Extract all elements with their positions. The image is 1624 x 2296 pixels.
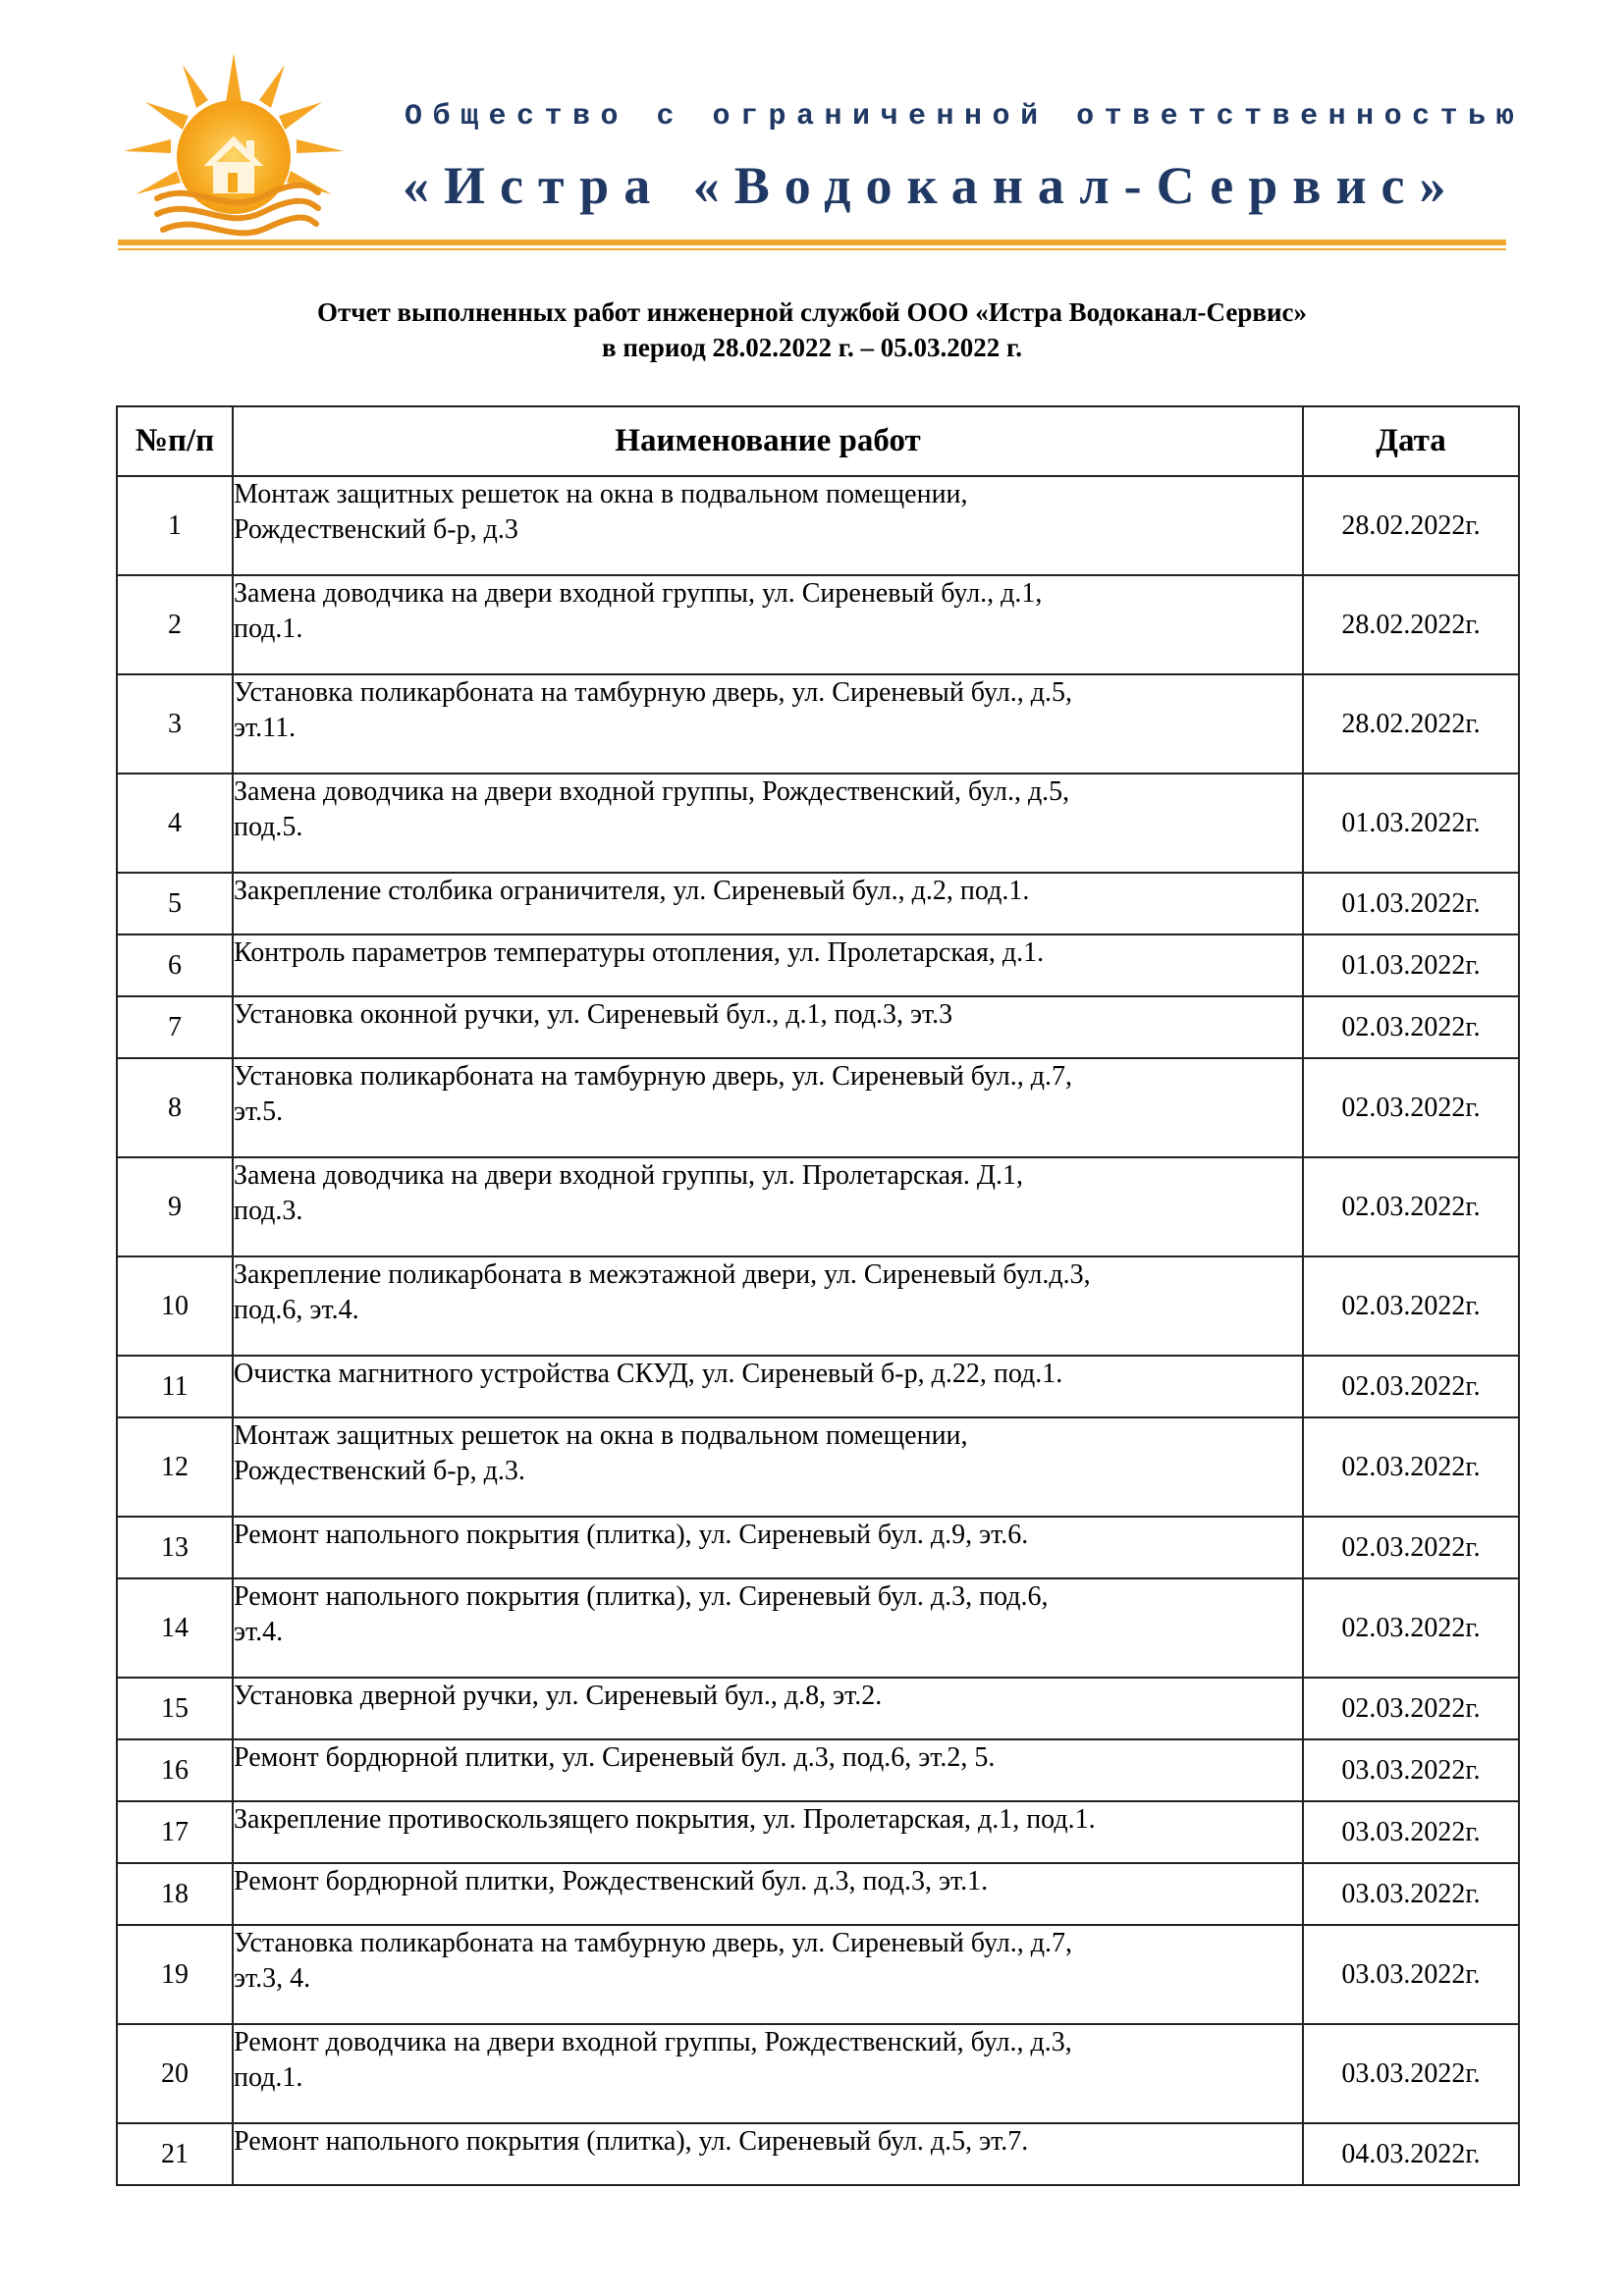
work-description-line: под.1. (234, 614, 303, 644)
table-row (117, 674, 1519, 774)
row-number: 12 (117, 1417, 233, 1517)
work-description (233, 1058, 1303, 1157)
table-row (117, 476, 1519, 575)
table-row (117, 2024, 1519, 2123)
row-number: 11 (117, 1356, 233, 1417)
row-number: 7 (117, 996, 233, 1058)
work-description (233, 2123, 1303, 2185)
work-date: 04.03.2022г. (1303, 2123, 1519, 2185)
work-date: 02.03.2022г. (1303, 1517, 1519, 1578)
table-row (117, 1739, 1519, 1801)
report-title-line1: Отчет выполненных работ инженерной службой ООО «Истра Водоканал-Сервис» (316, 297, 1307, 327)
work-description (233, 1578, 1303, 1678)
work-description (233, 476, 1303, 575)
work-date: 03.03.2022г. (1303, 1863, 1519, 1925)
row-number: 20 (117, 2024, 233, 2123)
work-description-line: Ремонт бордюрной плитки, ул. Сиреневый бул. д.3, под.6, эт.2, 5. (234, 1742, 996, 1773)
work-description-line: Ремонт напольного покрытия (плитка), ул. Сиреневый бул. д.9, эт.6. (234, 1520, 1029, 1550)
work-description (233, 1801, 1303, 1863)
work-date: 03.03.2022г. (1303, 1925, 1519, 2024)
table-row (117, 1925, 1519, 2024)
column-header-name: Наименование работ (233, 406, 1303, 476)
row-number: 13 (117, 1517, 233, 1578)
work-description-line: Рождественский б-р, д.3. (234, 1456, 525, 1486)
table-row (117, 1517, 1519, 1578)
row-number: 10 (117, 1256, 233, 1356)
work-date: 03.03.2022г. (1303, 2024, 1519, 2123)
work-description (233, 1739, 1303, 1801)
row-number: 5 (117, 873, 233, 934)
column-header-date: Дата (1303, 406, 1519, 476)
table-row (117, 1417, 1519, 1517)
work-description-line: эт.11. (234, 713, 297, 743)
work-description (233, 873, 1303, 934)
table-row (117, 2123, 1519, 2185)
report-title (0, 294, 1624, 365)
work-description-line: Установка поликарбоната на тамбурную дверь, ул. Сиреневый бул., д.7, (234, 1061, 1072, 1092)
work-description-line: под.3. (234, 1196, 303, 1226)
works-table-body (117, 476, 1519, 2185)
work-date: 02.03.2022г. (1303, 1058, 1519, 1157)
row-number: 15 (117, 1678, 233, 1739)
work-date: 02.03.2022г. (1303, 1417, 1519, 1517)
work-date: 02.03.2022г. (1303, 996, 1519, 1058)
work-description (233, 1256, 1303, 1356)
work-description-line: Закрепление поликарбоната в межэтажной двери, ул. Сиреневый бул.д.3, (234, 1259, 1091, 1290)
work-date: 03.03.2022г. (1303, 1801, 1519, 1863)
row-number: 18 (117, 1863, 233, 1925)
work-description-line: Монтаж защитных решеток на окна в подвальном помещении, (234, 1420, 968, 1451)
table-row (117, 1801, 1519, 1863)
table-row (117, 1256, 1519, 1356)
work-date: 02.03.2022г. (1303, 1678, 1519, 1739)
work-date: 28.02.2022г. (1303, 476, 1519, 575)
work-date: 02.03.2022г. (1303, 1256, 1519, 1356)
work-date: 02.03.2022г. (1303, 1356, 1519, 1417)
work-description (233, 934, 1303, 996)
table-row (117, 1678, 1519, 1739)
work-date: 01.03.2022г. (1303, 934, 1519, 996)
work-description-line: Замена доводчика на двери входной группы, ул. Сиреневый бул., д.1, (234, 578, 1043, 609)
work-description (233, 774, 1303, 873)
work-description-line: Установка поликарбоната на тамбурную дверь, ул. Сиреневый бул., д.7, (234, 1928, 1072, 1958)
work-description-line: Установка дверной ручки, ул. Сиреневый бул., д.8, эт.2. (234, 1681, 883, 1711)
work-description-line: Закрепление столбика ограничителя, ул. Сиреневый бул., д.2, под.1. (234, 876, 1030, 906)
work-description (233, 996, 1303, 1058)
company-name: «Истра «Водоканал-Сервис» (403, 156, 1461, 215)
work-date: 28.02.2022г. (1303, 575, 1519, 674)
work-description-line: под.5. (234, 812, 303, 842)
work-description (233, 1356, 1303, 1417)
work-description (233, 1417, 1303, 1517)
work-description-line: Ремонт доводчика на двери входной группы, Рождественский, бул., д.3, (234, 2027, 1072, 2057)
work-date: 02.03.2022г. (1303, 1157, 1519, 1256)
work-description-line: Замена доводчика на двери входной группы, Рождественский, бул., д.5, (234, 776, 1070, 807)
row-number: 1 (117, 476, 233, 575)
table-header-row (117, 406, 1519, 476)
work-description-line: под.6, эт.4. (234, 1295, 359, 1325)
row-number: 19 (117, 1925, 233, 2024)
work-description-line: Рождественский б-р, д.3 (234, 514, 518, 545)
row-number: 8 (117, 1058, 233, 1157)
work-description-line: Очистка магнитного устройства СКУД, ул. Сиреневый б-р, д.22, под.1. (234, 1359, 1063, 1389)
company-legal-form: Общество с ограниченной ответственностью (405, 100, 1525, 133)
row-number: 6 (117, 934, 233, 996)
table-row (117, 934, 1519, 996)
work-description (233, 1925, 1303, 2024)
work-description (233, 2024, 1303, 2123)
sun-house-waves-logo-icon (116, 51, 352, 247)
work-date: 28.02.2022г. (1303, 674, 1519, 774)
column-header-number: №п/п (117, 406, 233, 476)
work-description (233, 1517, 1303, 1578)
work-description-line: Установка оконной ручки, ул. Сиреневый бул., д.1, под.3, эт.3 (234, 999, 953, 1030)
work-description-line: эт.5. (234, 1096, 284, 1127)
work-date: 01.03.2022г. (1303, 774, 1519, 873)
row-number: 14 (117, 1578, 233, 1678)
work-description-line: Контроль параметров температуры отопления, ул. Пролетарская, д.1. (234, 937, 1045, 968)
row-number: 3 (117, 674, 233, 774)
header-divider (118, 240, 1506, 245)
work-description (233, 575, 1303, 674)
work-description-line: под.1. (234, 2062, 303, 2093)
table-row (117, 1058, 1519, 1157)
table-row (117, 1578, 1519, 1678)
row-number: 9 (117, 1157, 233, 1256)
table-row (117, 1356, 1519, 1417)
report-period: в период 28.02.2022 г. – 05.03.2022 г. (601, 333, 1022, 362)
work-description-line: эт.4. (234, 1617, 284, 1647)
work-description-line: Монтаж защитных решеток на окна в подвальном помещении, (234, 479, 968, 509)
row-number: 21 (117, 2123, 233, 2185)
row-number: 4 (117, 774, 233, 873)
work-date: 03.03.2022г. (1303, 1739, 1519, 1801)
company-logo (116, 51, 352, 247)
row-number: 2 (117, 575, 233, 674)
table-row (117, 996, 1519, 1058)
work-description (233, 1678, 1303, 1739)
table-row (117, 575, 1519, 674)
works-table (116, 405, 1520, 2186)
work-description-line: Ремонт напольного покрытия (плитка), ул. Сиреневый бул. д.5, эт.7. (234, 2126, 1029, 2157)
header-divider-thin (118, 248, 1506, 250)
work-description-line: Замена доводчика на двери входной группы, ул. Пролетарская. Д.1, (234, 1160, 1024, 1191)
work-description-line: эт.3, 4. (234, 1963, 311, 1994)
table-row (117, 774, 1519, 873)
work-description-line: Установка поликарбоната на тамбурную дверь, ул. Сиреневый бул., д.5, (234, 677, 1072, 708)
work-description (233, 674, 1303, 774)
work-description-line: Закрепление противоскользящего покрытия, ул. Пролетарская, д.1, под.1. (234, 1804, 1096, 1835)
work-description (233, 1157, 1303, 1256)
work-description-line: Ремонт бордюрной плитки, Рождественский бул. д.3, под.3, эт.1. (234, 1866, 989, 1896)
table-row (117, 1157, 1519, 1256)
table-row (117, 1863, 1519, 1925)
work-description-line: Ремонт напольного покрытия (плитка), ул. Сиреневый бул. д.3, под.6, (234, 1581, 1049, 1612)
row-number: 17 (117, 1801, 233, 1863)
table-row (117, 873, 1519, 934)
row-number: 16 (117, 1739, 233, 1801)
work-description (233, 1863, 1303, 1925)
work-date: 02.03.2022г. (1303, 1578, 1519, 1678)
work-date: 01.03.2022г. (1303, 873, 1519, 934)
